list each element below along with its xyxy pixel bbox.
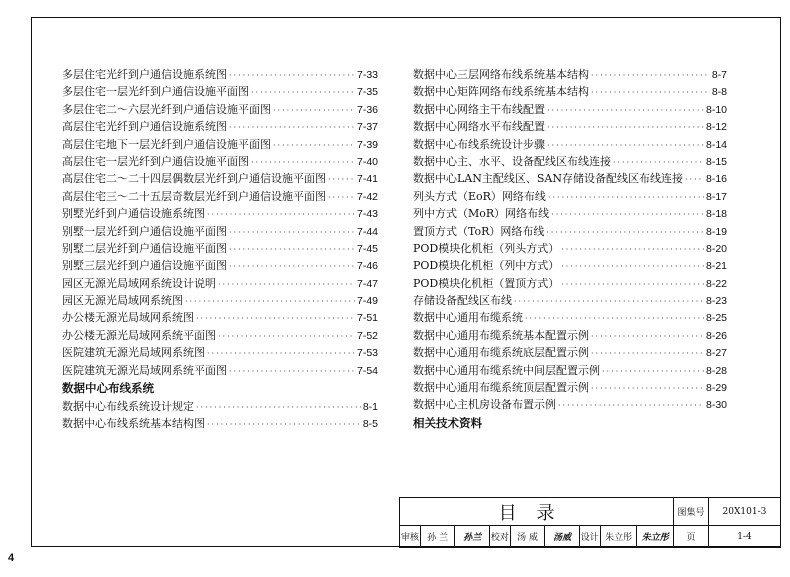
toc-entry-page: 7-44 [356,225,378,238]
dot-leader [591,328,704,345]
toc-entry-title: 数据中心通用布缆系统 [413,311,523,325]
toc-entry-page: 8-17 [705,190,727,203]
toc-entry-title: POD模块化机柜（列头方式） [413,241,560,255]
toc-entry-page: 7-52 [356,329,378,342]
toc-entry-page: 8-20 [705,242,727,255]
toc-entry [413,205,727,222]
toc-entry-title: 数据中心通用布缆系统顶层配置示例 [413,381,589,395]
toc-entry [62,309,378,326]
checker-name: 汤 威 [510,526,545,548]
toc-entry-title: 数据中心通用布缆系统中间层配置示例 [413,363,600,377]
section-heading-data-center: 数据中心布线系统 [62,381,154,396]
toc-entry [413,396,727,413]
toc-entry-title: POD模块化机柜（置顶方式） [413,276,560,290]
dot-leader [229,67,355,84]
toc-entry [413,309,727,326]
dot-leader [229,119,355,136]
design-label: 设计 [579,526,600,548]
designer-signature: 朱立彤 [637,526,674,548]
toc-entry-page: 7-39 [356,138,378,151]
atlas-no: 20X101-3 [708,498,780,526]
toc-entry-title: 多层住宅二～六层光纤到户通信设施平面图 [62,102,271,116]
toc-entry-title: 办公楼无源光局域网系统图 [62,311,194,325]
toc-entry-page: 7-41 [356,173,378,186]
toc-entry-title: 别墅三层光纤到户通信设施平面图 [62,259,227,273]
toc-entry [413,83,727,100]
dot-leader [591,345,704,362]
toc-entry-title: 数据中心矩阵网络布线系统基本结构 [413,85,589,99]
toc-entry-page: 8-18 [705,208,727,221]
toc-entry-page: 8-1 [362,401,378,414]
toc-right-column [413,66,727,433]
toc-entry [413,118,727,135]
toc-entry [413,257,727,274]
toc-entry [413,292,727,309]
sheet-number: 4 [8,552,15,564]
toc-entry-page: 8-30 [705,399,727,412]
toc-entry [62,257,378,274]
toc-entry-page: 7-54 [356,364,378,377]
toc-entry-page: 8-21 [705,260,727,273]
toc-entry-page: 8-23 [705,295,727,308]
dot-leader [207,416,361,433]
toc-entry-title: 数据中心网络水平布线配置 [413,120,545,134]
toc-entry [62,170,378,187]
toc-entry-title: 数据中心网络主干布线配置 [413,102,545,116]
dot-leader [328,189,355,206]
dot-leader [548,189,704,206]
toc-entry-title: 数据中心布线系统设计规定 [62,400,194,414]
toc-entry [413,66,727,83]
dot-leader [558,397,704,414]
toc-entry-page: 8-15 [705,155,727,168]
toc-entry [413,188,727,205]
toc-entry [413,101,727,118]
review-label: 审核 [400,526,421,548]
dot-leader [251,84,355,101]
toc-entry-title: 办公楼无源光局域网系统平面图 [62,328,216,342]
toc-entry-title: 别墅光纤到户通信设施系统图 [62,207,205,221]
toc-entry-title: 高层住宅二～二十四层偶数层光纤到户通信设施平面图 [62,172,326,186]
toc-entry [62,223,378,240]
toc-entry-title: 高层住宅光纤到户通信设施系统图 [62,120,227,134]
toc-entry-title: 列头方式（EoR）网络布线 [413,189,546,203]
toc-entry [62,66,378,83]
toc-entry-page: 8-27 [705,347,727,360]
reviewer-name: 孙 兰 [420,526,455,548]
toc-entry [62,275,378,292]
dot-leader [547,119,704,136]
toc-entry-page: 8-26 [705,329,727,342]
toc-entry-page: 7-35 [356,86,378,99]
dot-leader [196,399,361,416]
dot-leader [547,137,704,154]
toc-entry [413,379,727,396]
dot-leader [602,363,704,380]
toc-entry-page: 7-46 [356,260,378,273]
toc-entry [413,362,727,379]
toc-entry-page: 8-5 [362,418,378,431]
dot-leader [591,380,704,397]
toc-entry [413,344,727,361]
toc-entry [62,398,378,415]
toc-entry-page: 8-10 [705,103,727,116]
toc-entry-title: 高层住宅一层光纤到户通信设施平面图 [62,154,249,168]
toc-entry-title: 存储设备配线区布线 [413,294,512,308]
toc-entry-title: 置顶方式（ToR）网络布线 [413,224,545,238]
toc-entry-page: 8-29 [705,382,727,395]
dot-leader [591,67,710,84]
dot-leader [547,102,704,119]
toc-entry-title: 园区无源光局域网系统图 [62,294,183,308]
dot-leader [514,293,704,310]
toc-entry-title: 数据中心布线系统设计步骤 [413,137,545,151]
dot-leader [229,363,355,380]
toc-entry-page: 7-47 [356,277,378,290]
toc-entry-title: 数据中心三层网络布线系统基本结构 [413,68,589,81]
dot-leader [561,241,704,258]
dot-leader [273,102,355,119]
toc-entry-title: 医院建筑无源光局域网系统图 [62,346,205,360]
toc-entry [413,136,727,153]
dot-leader [196,310,355,327]
toc-entry-page: 8-7 [711,69,727,81]
toc-entry-page: 8-22 [705,277,727,290]
toc-entry [62,344,378,361]
reviewer-signature: 孙兰 [455,526,489,548]
toc-entry [62,83,378,100]
toc-entry-page: 8-8 [711,86,727,99]
dot-leader [546,224,704,241]
toc-left-column [62,66,378,433]
page-label: 页 [674,526,709,548]
toc-entry [413,240,727,257]
toc-entry-page: 7-42 [356,190,378,203]
toc-entry-page: 8-28 [705,364,727,377]
dot-leader [591,84,710,101]
toc-entry [413,275,727,292]
toc-entry-title: 数据中心通用布缆系统基本配置示例 [413,328,589,342]
dot-leader [207,345,355,362]
toc-entry-title: 别墅一层光纤到户通信设施平面图 [62,224,227,238]
toc-entry-page: 7-33 [356,69,378,81]
page-number: 1-4 [708,526,780,548]
toc-entry [62,188,378,205]
toc-entry-page: 8-16 [705,173,727,186]
toc-entry [62,362,378,379]
toc-entry-title: 多层住宅一层光纤到户通信设施平面图 [62,85,249,99]
title-block [399,497,781,548]
check-label: 校对 [489,526,510,548]
dot-leader [613,154,704,171]
designer-name: 朱立彤 [600,526,637,548]
toc-entry [413,327,727,344]
toc-entry-page: 8-19 [705,225,727,238]
toc-entry-page: 8-14 [705,138,727,151]
toc-entry-title: 医院建筑无源光局域网系统平面图 [62,363,227,377]
title-block-title: 目录 [400,498,674,526]
toc-entry-page: 7-37 [356,121,378,134]
toc-entry-title: 高层住宅地下一层光纤到户通信设施平面图 [62,137,271,151]
toc-entry [62,153,378,170]
checker-signature: 汤威 [545,526,579,548]
dot-leader [551,206,704,223]
toc-entry-page: 8-12 [705,121,727,134]
toc-entry [62,101,378,118]
dot-leader [229,241,355,258]
toc-entry-title: 高层住宅三～二十五层奇数层光纤到户通信设施平面图 [62,189,326,203]
toc-entry [62,240,378,257]
dot-leader [229,224,355,241]
toc-entry-title: 数据中心布线系统基本结构图 [62,417,205,431]
toc-entry-title: 列中方式（MoR）网络布线 [413,207,550,221]
toc-entry-page: 7-40 [356,155,378,168]
toc-entry-page: 7-45 [356,242,378,255]
section-heading-related-tech: 相关技术资料 [413,415,482,430]
toc-entry [413,170,727,187]
toc-entry [62,136,378,153]
toc-entry [62,415,378,432]
atlas-no-label: 图集号 [674,498,709,526]
toc-entry-page: 8-25 [705,312,727,325]
toc-entry-title: 数据中心LAN主配线区、SAN存储设备配线区布线连接 [413,172,683,186]
toc-entry [62,327,378,344]
toc-entry-title: POD模块化机柜（列中方式） [413,259,560,273]
toc-entry-title: 数据中心主机房设备布置示例 [413,398,556,412]
toc-entry [413,223,727,240]
toc-entry-title: 数据中心通用布缆系统底层配置示例 [413,346,589,360]
toc-entry [413,153,727,170]
toc-entry [62,292,378,309]
dot-leader [251,154,355,171]
toc-entry-page: 7-49 [356,295,378,308]
dot-leader [207,206,355,223]
toc-entry-title: 别墅二层光纤到户通信设施平面图 [62,241,227,255]
dot-leader [561,258,704,275]
toc-entry-title: 园区无源光局域网系统设计说明 [62,276,216,290]
dot-leader [218,276,355,293]
dot-leader [561,276,704,293]
toc-entry-page: 7-53 [356,347,378,360]
toc-entry-page: 7-43 [356,208,378,221]
toc-entry-page: 7-36 [356,103,378,116]
dot-leader [525,310,704,327]
toc-entry [62,205,378,222]
dot-leader [273,137,355,154]
toc-entry-page: 7-51 [356,312,378,325]
toc-entry-title: 多层住宅光纤到户通信设施系统图 [62,68,227,81]
dot-leader [229,258,355,275]
dot-leader [218,328,355,345]
toc-entry-title: 数据中心主、水平、设备配线区布线连接 [413,154,611,168]
toc-entry [62,118,378,135]
dot-leader [328,171,355,188]
dot-leader [685,171,704,188]
dot-leader [185,293,355,310]
